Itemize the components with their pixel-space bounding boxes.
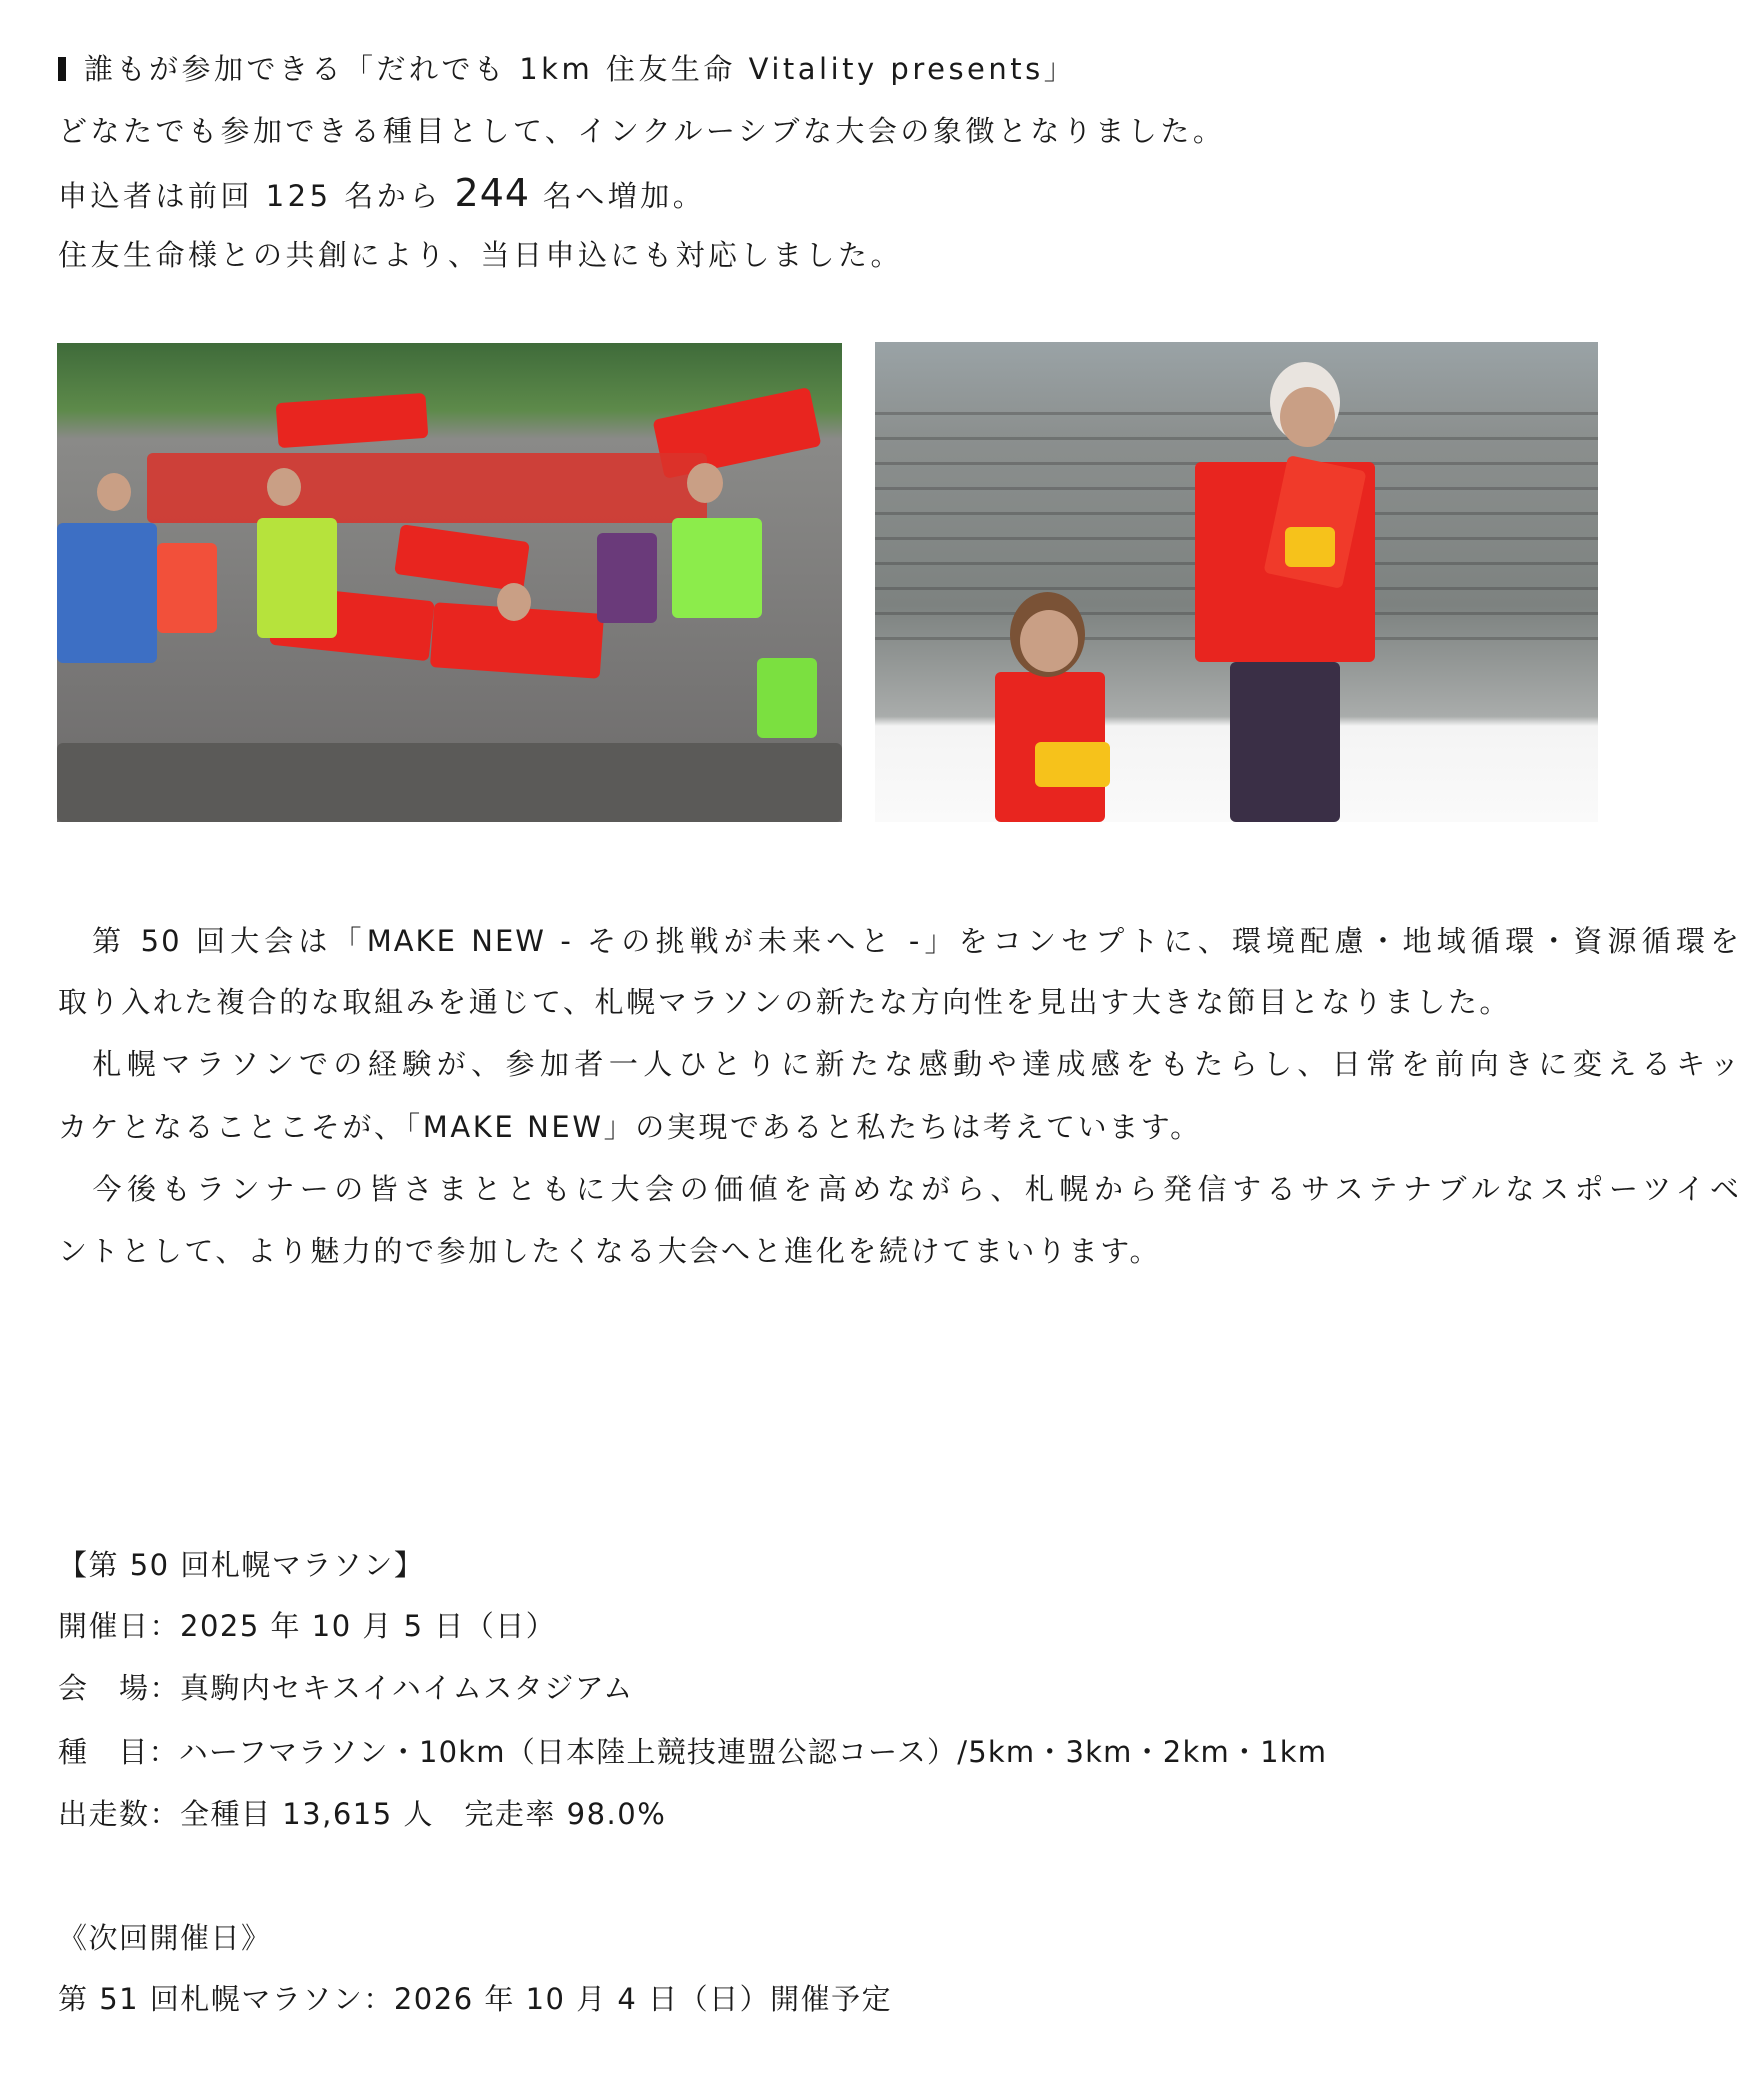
current-count: 244 [454,171,531,215]
next-event-title: 《次回開催日》 [58,1921,272,1955]
body-line: 取り入れた複合的な取組みを通じて、札幌マラソンの新たな方向性を見出す大きな節目となりました。 [58,985,1512,1019]
applicants-suffix: 名へ増加。 [530,179,706,213]
previous-count: 125 [265,179,332,213]
intro-line: どなたでも参加できる種目として、インクルーシブな大会の象徴となりました。 [58,114,1226,148]
body-line: ントとして、より魅力的で参加したくなる大会へと進化を続けてまいります。 [58,1234,1162,1268]
body-line: 今後もランナーの皆さまとともに大会の価値を高めながら、札幌から発信するサステナブルなスポーツイベ [58,1172,1741,1206]
event-venue: 会 場：真駒内セキスイハイムスタジアム [58,1671,634,1705]
body-line: 第 50 回大会は「MAKE NEW - その挑戦が未来へと -」をコンセプトに、環境配慮・地域循環・資源循環を [58,924,1741,958]
applicants-mid: 名から [331,179,455,213]
intro-heading-text: 誰もが参加できる「だれでも 1km 住友生命 Vitality presents」 [84,52,1077,86]
applicants-line [58,173,705,216]
heading-bar-marker [58,57,66,81]
applicants-prefix: 申込者は前回 [58,179,266,213]
photo-mother-and-child [875,342,1598,822]
intro-heading [58,49,1076,89]
next-event-date: 第 51 回札幌マラソン：2026 年 10 月 4 日（日）開催予定 [58,1982,893,2016]
event-categories: 種 目：ハーフマラソン・10km（日本陸上競技連盟公認コース）/5km・3km・2km・1km [58,1735,1328,1769]
body-line: 札幌マラソンでの経験が、参加者一人ひとりに新たな感動や達成感をもたらし、日常を前向きに変えるキッ [58,1047,1741,1081]
event-runners: 出走数：全種目 13,615 人 完走率 98.0% [58,1797,667,1831]
event-title: 【第 50 回札幌マラソン】 [58,1548,425,1582]
photo-group-runners [57,343,842,822]
event-date: 開催日：2025 年 10 月 5 日（日） [58,1609,557,1643]
body-line: カケとなることこそが、「MAKE NEW」の実現であると私たちは考えています。 [58,1110,1202,1144]
intro-line: 住友生命様との共創により、当日申込にも対応しました。 [58,238,904,272]
